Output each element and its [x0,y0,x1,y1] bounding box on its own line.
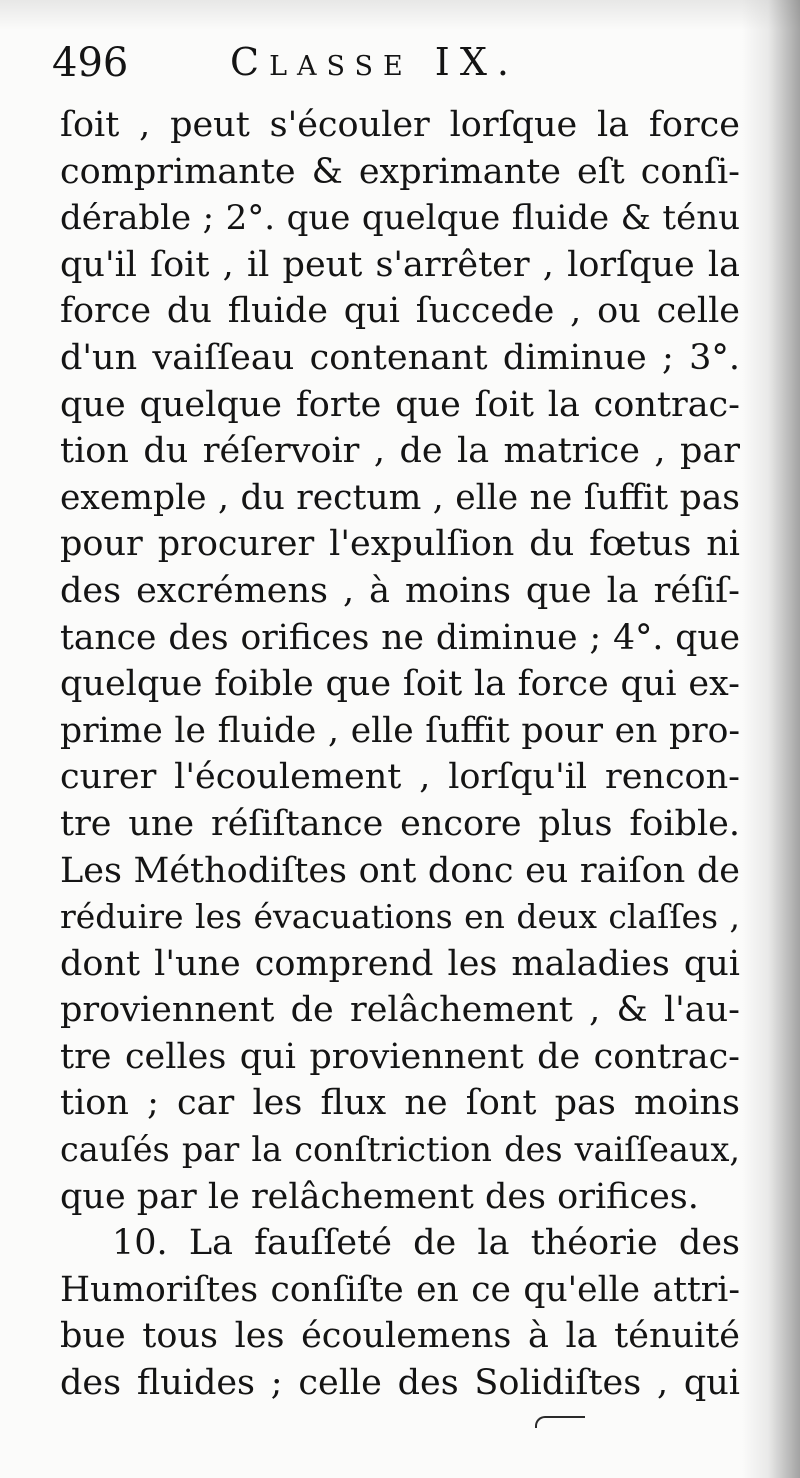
text-line: force du fluide qui ſuccede , ou celle [60,291,740,332]
top-edge-shadow [0,0,800,30]
page-header [52,34,752,94]
text-line: cauſés par la conſtriction des vaiſſeaux, [60,1130,740,1170]
text-line: que quelque forte que ſoit la contrac- [60,384,740,425]
text-line: Les Méthodiſtes ont donc eu raiſon de [60,850,740,891]
text-line: tance des orifices ne diminue ; 4°. que [60,617,740,658]
text-line: quelque foible que ſoit la force qui ex- [60,664,740,705]
text-line: pour procurer l'expulſion du fœtus ni [60,524,740,565]
text-line: Humoriſtes conſiſte en ce qu'elle attri- [60,1269,740,1310]
text-line: tion ; car les flux ne ſont pas moins [60,1083,740,1124]
text-line: ſoit , peut s'écouler lorſque la force [60,105,740,145]
body-text [60,102,740,1407]
text-line: d'un vaiſſeau contenant diminue ; 3°. [60,337,740,378]
text-line: des fluides ; celle des Solidiſtes , qui [60,1363,740,1404]
text-line: comprimante & exprimante eſt conſi- [60,151,740,192]
catchword-mark [535,1416,585,1428]
page-number: 496 [52,40,129,86]
running-head: Classe IX. [230,40,519,84]
text-line: prime le fluide , elle ſuffit pour en pro- [60,710,740,751]
text-line: dont l'une comprend les maladies qui [60,943,740,984]
text-line: proviennent de relâchement , & l'au- [60,990,740,1031]
text-line: tion du réſervoir , de la matrice , par [60,431,740,472]
text-line: tre une réſiſtance encore plus foible. [60,803,740,844]
text-line: tre celles qui proviennent de contrac- [60,1036,740,1077]
text-line: qu'il ſoit , il peut s'arrêter , lorſque la [60,244,740,285]
text-line: exemple , du rectum , elle ne ſuffit pas [60,477,740,518]
text-line: 10. La fauſſeté de la théorie des [112,1223,740,1264]
gutter-shadow [742,0,800,1478]
text-line: dérable ; 2°. que quelque fluide & ténu [60,198,740,239]
text-line: que par le relâchement des orifices. [60,1176,699,1217]
text-line: curer l'écoulement , lorſqu'il rencon- [60,757,740,798]
text-line: bue tous les écoulemens à la ténuité [60,1316,740,1357]
text-line: réduire les évacuations en deux claſſes , [60,897,740,937]
text-line: des excrémens , à moins que la réſiſ- [60,570,740,611]
